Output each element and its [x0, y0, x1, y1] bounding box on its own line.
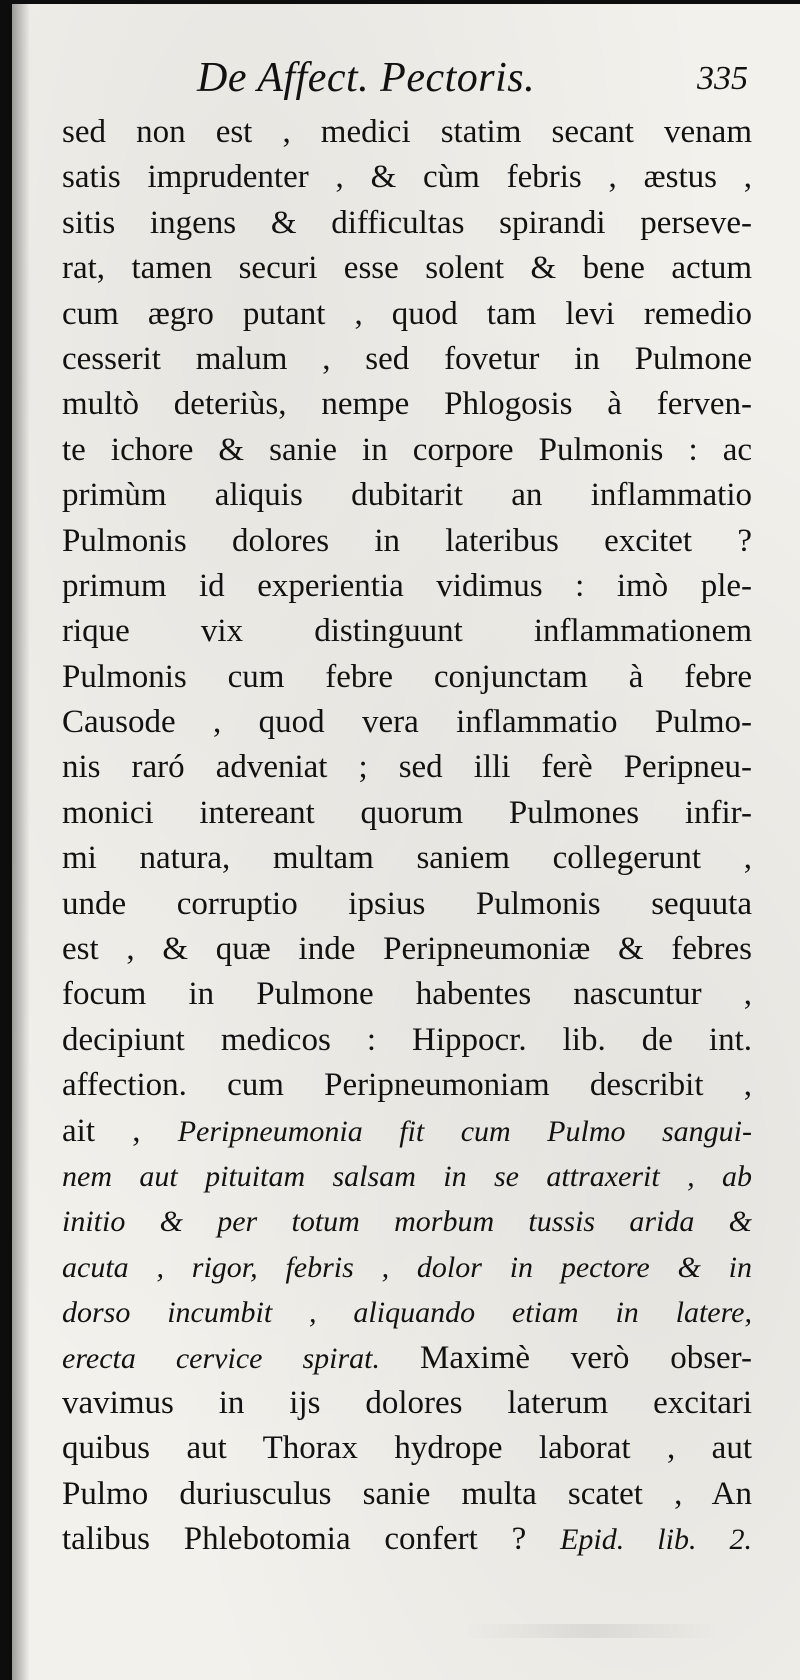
text-line: decipiunt medicos : Hippocr. lib. de int.: [62, 1021, 752, 1058]
quotation-line: dorso incumbit , aliquando etiam in latere,: [62, 1296, 752, 1330]
text-line: cesserit malum , sed fovetur in Pulmone: [62, 340, 752, 377]
text-line: affection. cum Peripneumoniam describit ,: [62, 1067, 752, 1104]
text-line: primum id experientia vidimus : imò ple-: [62, 567, 752, 604]
text-line-mixed: [62, 1109, 752, 1154]
page-number: 335: [697, 60, 748, 97]
page-header: [12, 54, 800, 114]
quotation-segment: Peripneumonia fit cum Pulmo sangui-: [177, 1114, 753, 1148]
text-line: multò deteriùs, nempe Phlogosis à ferven-: [62, 386, 752, 423]
text-line: monici intereant quorum Pulmones infir-: [62, 794, 752, 831]
roman-segment: ait ,: [62, 1112, 178, 1149]
text-line-mixed: [62, 1517, 752, 1562]
roman-segment: Maximè verò obser-: [420, 1339, 752, 1376]
text-line: Pulmo duriusculus sanie multa scatet , An: [62, 1475, 752, 1512]
text-line: Pulmonis cum febre conjunctam à febre: [62, 658, 752, 695]
text-line: satis imprudenter , & cùm febris , æstus ,: [62, 159, 752, 196]
text-line: rique vix distinguunt inflammationem: [62, 613, 752, 650]
running-head: De Affect. Pectoris.: [197, 55, 536, 101]
gutter-shadow: [12, 4, 30, 1680]
text-line: Pulmonis dolores in lateribus excitet ?: [62, 522, 752, 559]
text-line: est , & quæ inde Peripneumoniæ & febres: [62, 931, 752, 968]
text-line: rat, tamen securi esse solent & bene actum: [62, 250, 752, 287]
body-text: [62, 110, 752, 1563]
quotation-line: acuta , rigor, febris , dolor in pectore & in: [62, 1250, 752, 1284]
text-line: vavimus in ijs dolores laterum excitari: [62, 1384, 752, 1421]
quotation-line: initio & per totum morbum tussis arida &: [62, 1205, 752, 1239]
text-line: unde corruptio ipsius Pulmonis sequuta: [62, 885, 752, 922]
quotation-line: nem aut pituitam salsam in se attraxerit , ab: [62, 1159, 752, 1193]
citation-segment: Epid. lib. 2.: [560, 1523, 752, 1557]
text-line: cum ægro putant , quod tam levi remedio: [62, 295, 752, 332]
text-line-mixed: [62, 1336, 752, 1381]
text-line: nis raró adveniat ; sed illi ferè Peripneu-: [62, 749, 752, 786]
text-line: primùm aliquis dubitarit an inflammatio: [62, 477, 752, 514]
quotation-segment: erecta cervice spirat.: [62, 1341, 421, 1375]
bleed-through-smudge: [462, 1624, 722, 1638]
text-line: focum in Pulmone habentes nascuntur ,: [62, 976, 752, 1013]
text-line: quibus aut Thorax hydrope laborat , aut: [62, 1430, 752, 1467]
text-line: mi natura, multam saniem collegerunt ,: [62, 840, 752, 877]
text-line: sed non est , medici statim secant venam: [62, 114, 752, 150]
text-line: Causode , quod vera inflammatio Pulmo-: [62, 704, 752, 741]
text-line: te ichore & sanie in corpore Pulmonis : ac: [62, 431, 752, 468]
roman-segment: talibus Phlebotomia confert ?: [62, 1521, 527, 1558]
text-line: sitis ingens & difficultas spirandi perseve-: [62, 204, 752, 241]
page-paper: [12, 4, 800, 1680]
